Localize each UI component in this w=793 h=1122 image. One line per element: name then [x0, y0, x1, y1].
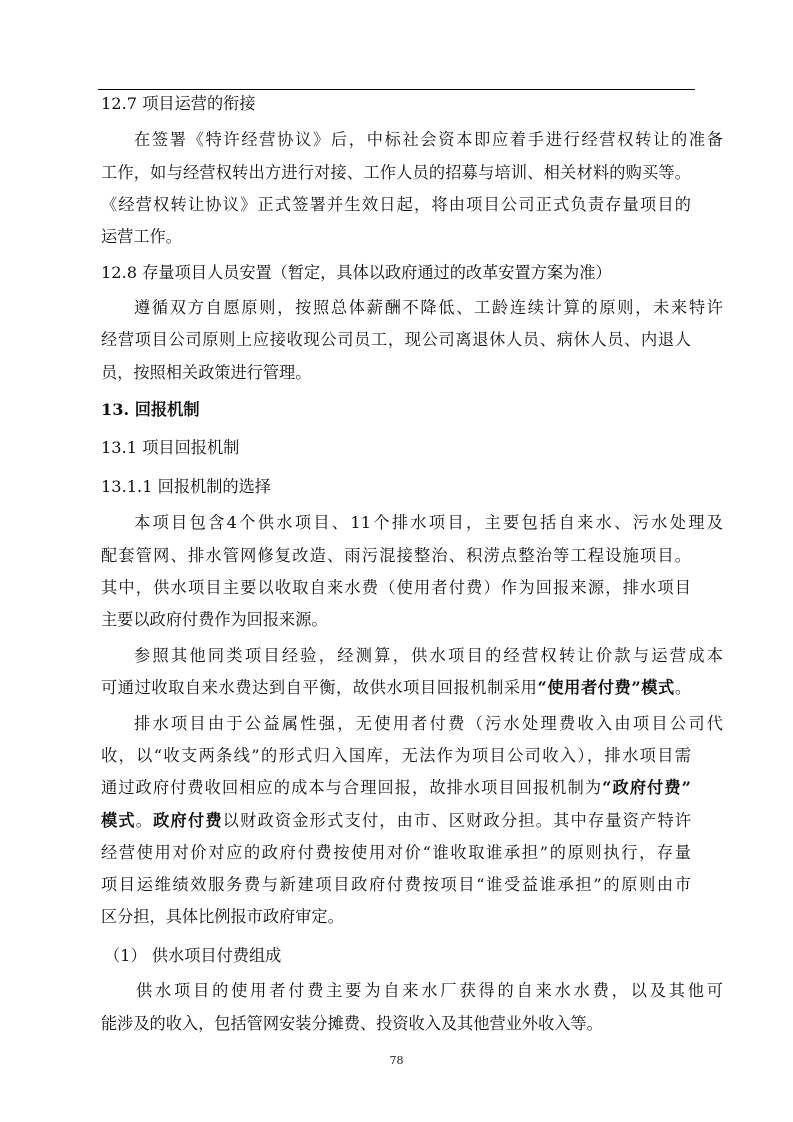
paragraph-line: 收，以“收支两条线”的形式归入国库，无法作为项目公司收入），排水项目需 [101, 746, 691, 765]
paragraph-line: 排水项目由于公益属性强，无使用者付费（污水处理费收入由项目公司代 [134, 714, 723, 733]
text-run: 。 [135, 811, 154, 830]
paragraph-line: 遵循双方自愿原则，按照总体薪酬不降低、工龄连续计算的原则，未来特许 [134, 298, 723, 317]
paragraph-line: 参照其他同类项目经验，经测算，供水项目的经营权转让价款与运营成本 [134, 646, 723, 665]
paragraph-line: 区分担，具体比例报市政府审定。 [101, 907, 344, 926]
paragraph-line: 主要以政府付费作为回报来源。 [101, 610, 328, 629]
page-number: 78 [389, 1054, 404, 1067]
section-heading-13-1: 13.1 项目回报机制 [101, 438, 240, 457]
list-item-heading: （1） 供水项目付费组成 [104, 946, 282, 965]
header-rule [98, 89, 695, 90]
paragraph-line: 其中，供水项目主要以收取自来水费（使用者付费）作为回报来源，排水项目 [101, 578, 691, 597]
paragraph-line-with-emphasis [101, 677, 691, 699]
text-run: 可通过收取自来水费达到自平衡，故供水项目回报机制采用 [101, 678, 538, 697]
paragraph-line: 在签署《特许经营协议》后，中标社会资本即应着手进行经营权转让的准备 [134, 130, 723, 149]
paragraph-line: 运营工作。 [101, 227, 182, 246]
paragraph-line: 《经营权转让协议》正式签署并生效日起，将由项目公司正式负责存量项目的 [101, 195, 691, 214]
paragraph-line: 员，按照相关政策进行管理。 [101, 363, 312, 382]
paragraph-line: 经营项目公司原则上应接收现公司员工，现公司离退休人员、病休人员、内退人 [101, 330, 691, 349]
text-run: 。 [674, 678, 692, 697]
paragraph-line: 能涉及的收入，包括管网安装分摊费、投资收入及其他营业外收入等。 [101, 1014, 603, 1033]
section-heading-13: 13. 回报机制 [101, 400, 200, 419]
paragraph-line: 工作，如与经营权转出方进行对接、工作人员的招募与培训、相关材料的购买等。 [101, 163, 691, 182]
section-heading-12-8: 12.8 存量项目人员安置（暂定，具体以政府通过的改革安置方案为准） [101, 263, 612, 282]
text-run: 通过政府付费收回相应的成本与合理回报，故排水项目回报机制为 [101, 778, 603, 797]
text-run: 以财政资金形式支付，由市、区财政分担。其中存量资产特许 [222, 811, 692, 830]
bold-term: 政府付费 [153, 811, 223, 830]
paragraph-line: 项目运维绩效服务费与新建项目政府付费按项目“谁受益谁承担”的原则由市 [101, 875, 691, 894]
bold-term: “政府付费” [602, 778, 691, 797]
paragraph-line: 本项目包含4个供水项目、11个排水项目，主要包括自来水、污水处理及 [134, 513, 723, 532]
bold-term: “使用者付费”模式 [537, 678, 675, 697]
paragraph-line-with-emphasis [101, 810, 691, 832]
paragraph-line: 经营使用对价对应的政府付费按使用对价“谁收取谁承担”的原则执行，存量 [101, 843, 691, 862]
paragraph-line-with-emphasis [101, 777, 691, 799]
section-heading-13-1-1: 13.1.1 回报机制的选择 [101, 477, 271, 496]
section-heading-12-7: 12.7 项目运营的衔接 [101, 94, 256, 113]
bold-term: 模式 [101, 811, 136, 830]
paragraph-line: 配套管网、排水管网修复改造、雨污混接整治、积涝点整治等工程设施项目。 [101, 546, 691, 565]
paragraph-line: 供水项目的使用者付费主要为自来水厂获得的自来水水费，以及其他可 [136, 981, 723, 1000]
